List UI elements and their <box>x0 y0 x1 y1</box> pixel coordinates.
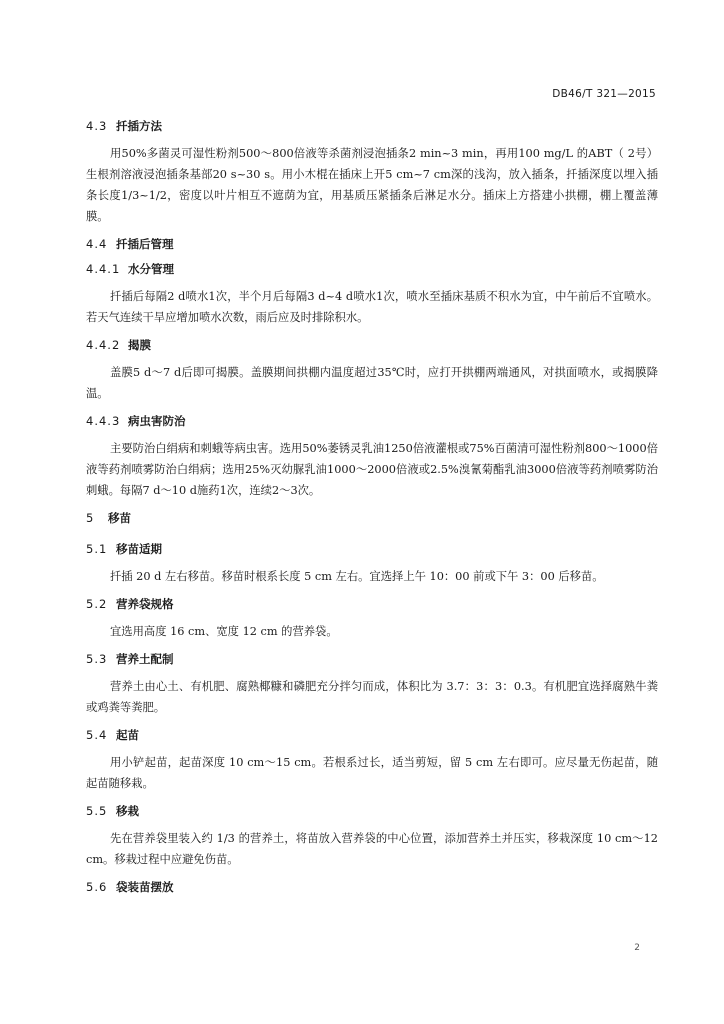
paragraph: 营养土由心土、有机肥、腐熟椰糠和磷肥充分拌匀而成，体积比为 3.7：3：3：0.3。有机肥宜选择腐熟牛粪或鸡粪等粪肥。 <box>86 680 658 714</box>
document-code: DB46/T 321—2015 <box>552 88 656 100</box>
section-title: 揭膜 <box>128 338 151 352</box>
section-number: 4.4.2 <box>86 338 121 352</box>
paragraph: 扦插后每隔2 d喷水1次，半个月后每隔3 d~4 d喷水1次，喷水至插床基质不积水为宜，中午前后不宜喷水。若天气连续干旱应增加喷水次数，雨后应及时排除积水。 <box>86 290 658 324</box>
section-number: 4.4.3 <box>86 414 121 428</box>
section-title: 移栽 <box>116 804 139 818</box>
section-number: 5.3 <box>86 652 108 666</box>
section-title: 营养袋规格 <box>116 597 174 611</box>
section-number: 5 <box>86 511 95 525</box>
section-number: 5.6 <box>86 880 108 894</box>
section-heading <box>86 413 658 430</box>
section-heading <box>86 596 658 613</box>
section-heading <box>86 510 658 527</box>
section-heading <box>86 727 658 744</box>
section-heading <box>86 651 658 668</box>
paragraph: 用50%多菌灵可湿性粉剂500～800倍液等杀菌剂浸泡插条2 min~3 min，再用100 mg/L 的ABT（ 2号）生根剂溶液浸泡插条基部20 s~30 s。用小木棍在插床上开5 cm~7 cm深的浅沟，放入插条，扦插深度以埋入插条长度1/3~1/2，密度以叶片相互不遮荫为宜，用基质压紧插条后淋足水分。插床上方搭建小拱棚，棚上覆盖薄膜。 <box>86 147 658 223</box>
section-heading <box>86 879 658 896</box>
section-number: 5.4 <box>86 728 108 742</box>
section-title: 扦插方法 <box>116 119 162 133</box>
section-title: 营养土配制 <box>116 652 174 666</box>
section-heading <box>86 337 658 354</box>
paragraph: 宜选用高度 16 cm、宽度 12 cm 的营养袋。 <box>110 625 338 638</box>
section-number: 4.4 <box>86 237 108 251</box>
section-heading <box>86 236 658 253</box>
section-number: 5.1 <box>86 542 108 556</box>
section-number: 4.3 <box>86 119 108 133</box>
section-title: 移苗适期 <box>116 542 162 556</box>
section-number: 5.5 <box>86 804 108 818</box>
paragraph: 先在营养袋里装入约 1/3 的营养土，将苗放入营养袋的中心位置，添加营养土并压实，移栽深度 10 cm～12 cm。移栽过程中应避免伤苗。 <box>86 832 658 866</box>
paragraph: 用小铲起苗，起苗深度 10 cm～15 cm。若根系过长，适当剪短，留 5 cm 左右即可。应尽量无伤起苗，随起苗随移栽。 <box>86 756 658 790</box>
section-title: 移苗 <box>108 511 131 525</box>
section-heading <box>86 803 658 820</box>
document-body <box>86 118 658 904</box>
section-title: 病虫害防治 <box>128 414 186 428</box>
section-number: 4.4.1 <box>86 262 121 276</box>
section-title: 水分管理 <box>128 262 174 276</box>
section-heading <box>86 261 658 278</box>
page-number: 2 <box>634 943 640 953</box>
section-title: 扦插后管理 <box>116 237 174 251</box>
section-number: 5.2 <box>86 597 108 611</box>
paragraph: 扦插 20 d 左右移苗。移苗时根系长度 5 cm 左右。宜选择上午 10：00 前或下午 3：00 后移苗。 <box>110 570 604 583</box>
section-heading <box>86 541 658 558</box>
section-title: 袋装苗摆放 <box>116 880 174 894</box>
section-heading <box>86 118 658 135</box>
paragraph: 盖膜5 d～7 d后即可揭膜。盖膜期间拱棚内温度超过35℃时，应打开拱棚两端通风，对拱面喷水，或揭膜降温。 <box>86 366 658 400</box>
section-title: 起苗 <box>116 728 139 742</box>
paragraph: 主要防治白绢病和刺蛾等病虫害。选用50%萎锈灵乳油1250倍液灌根或75%百菌清可湿性粉剂800～1000倍液等药剂喷雾防治白绢病；选用25%灭幼脲乳油1000～2000倍液或2.5%溴氰菊酯乳油3000倍液等药剂喷雾防治刺蛾。每隔7 d～10 d施药1次，连续2～3次。 <box>86 442 658 497</box>
